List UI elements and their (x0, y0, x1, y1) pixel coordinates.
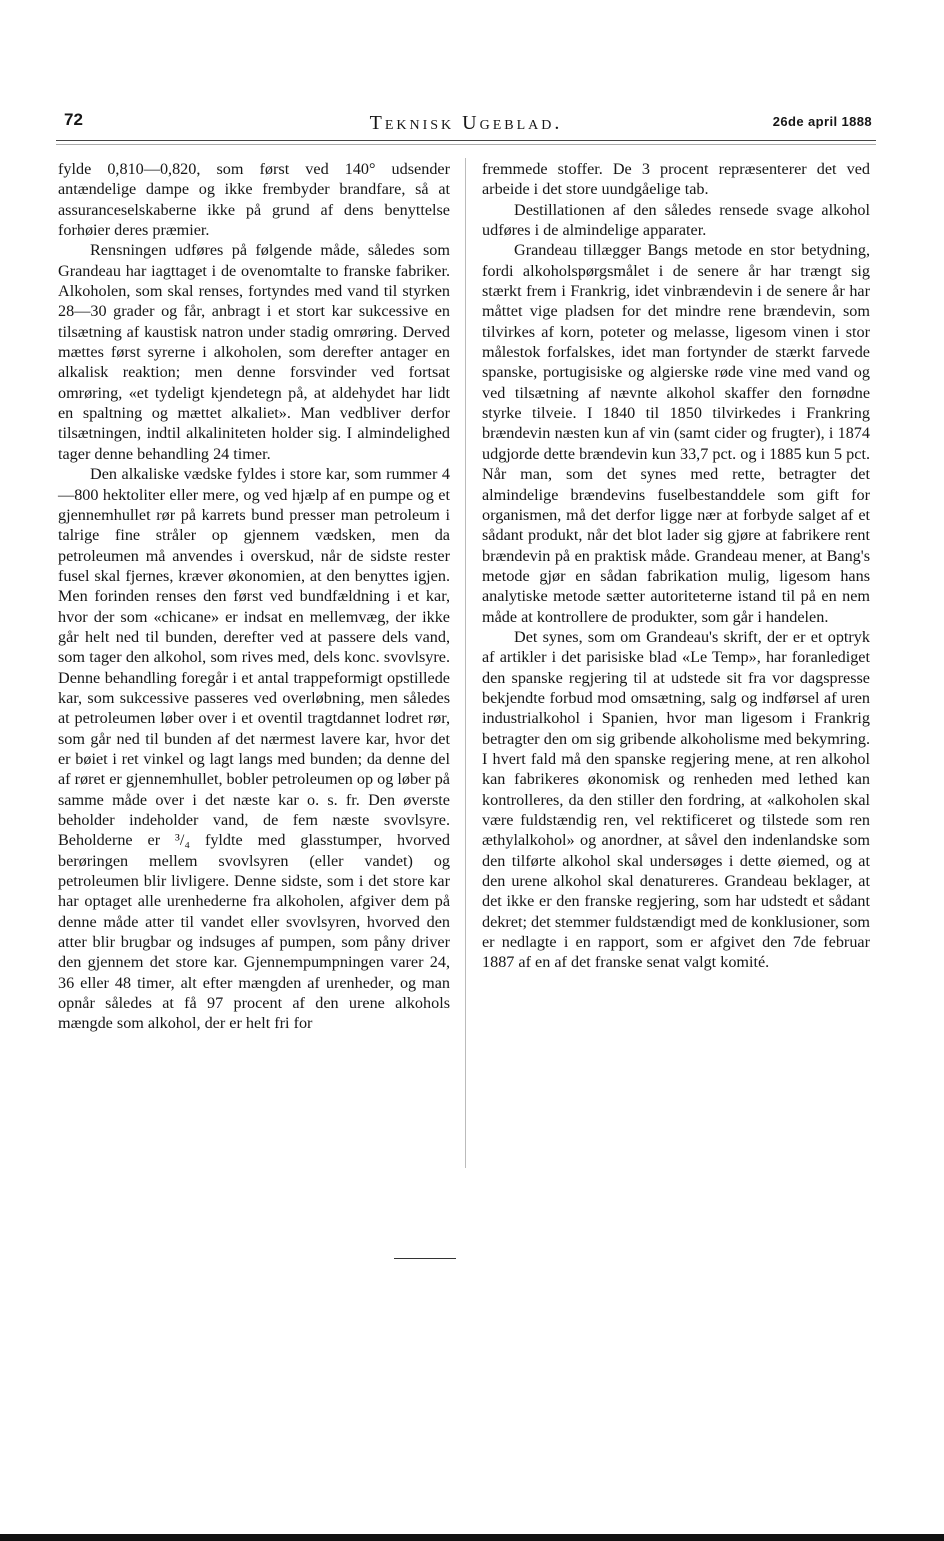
paragraph: Det synes, som om Grandeau's skrift, der er et optryk af artikler i det parisiske blad «Le Temp», har foranlediget den spanske regjering til at udstede sit fra vor dagspresse bekjendte forbud mod omsætning, salg og indførsel af uren industrialkohol i Spanien, hvor man ligesom i Frankrig betragter den om sig gribende alkoholisme med bekymring. I hvert fald må den spanske regjering mene, at ren alkohol kan fabrikeres økonomisk og renheden med lethed kan kontrolleres, da den stiller den fordring, at «alkoholen skal være fuldstændig ren, vel rektificeret og tilstede som ren æthylalkohol» og anordner, at såvel den indenlandske som den tilførte alkohol skal undersøges i dette øiemed, og at den urene alkohol skal denatureres. Grandeau beklager, at det ikke er den franske regjering, som har udstedt et sådant dekret; det stemmer fuldstændigt med de konklusioner, som er nedlagte i en rapport, som er afgivet den 7de februar 1887 af en af det franske senat valgt komité. (482, 627, 870, 972)
header-rule-secondary (56, 144, 876, 145)
paragraph: Grandeau tillægger Bangs metode en stor betydning, fordi alkoholspørgsmålet i de senere år har trængt sig stærkt frem i Frankrig, idet vinbrændevin i de senere år har måttet vige pladsen for det mindre rene brændevin, som tilvirkes af korn, poteter og melasse, ligesom vinen i stor målestok forfalskes, idet man fortynder de stærkt farvede spanske, portugisiske og algierske røde vine med vand og ved tilsætning af nævnte alkohol skaffer den fornødne styrke tilveie. I 1840 til 1850 tilvirkedes i Frankring brændevin næsten kun af vin (samt cider og frugter), i 1874 udgjorde dette brændevin kun 33,7 pct. og i 1885 kun 5 pct. Når man, som det synes med rette, betragter det almindelige brændevins fuselbestanddele som gift for organismen, må det derfor ligge nær at forbyde salget af et sådant produkt, når det blot lader sig gjøre at fabrikere rent brændevin på en praktisk måde. Grandeau mener, at Bang's metode gjør en sådan fabrikation mulig, ligesom hans analytiske metode sætter autoriteterne istand til på en nem måde at kontrollere de produkter, som går i handelen. (482, 241, 870, 626)
journal-title: Teknisk Ugeblad. (369, 112, 563, 134)
left-column (58, 159, 450, 1034)
scan-edge-bar (0, 1534, 944, 1541)
column-divider (465, 158, 466, 1168)
issue-date: 26de april 1888 (772, 114, 872, 129)
paragraph: Rensningen udføres på følgende måde, således som Grandeau har iagttaget i de ovenomtalte to franske fabriker. Alkoholen, som skal renses, fortyndes med vand til styrken 28—30 grader og får, anbragt i et stort kar sukcessive en tilsætning af kaustisk natron under stadig omrøring. Derved mættes først syrerne i alkoholen, som derefter antager en alkalisk reaktion; men denne forsvinder ved fortsat omrøring, «et tydeligt kjendetegn på, at aldehydet har lidt en spaltning og mættet alkaliet». Man vedbliver derfor tilsætningen, indtil alkaliniteten holder sig. I almindelighed tager denne behandling 24 timer. (58, 241, 450, 463)
page-number: 72 (64, 110, 83, 129)
paragraph: fylde 0,810—0,820, som først ved 140° udsender antændelige dampe og ikke frembyder brandfare, så at assuranceselskaberne ikke på grund af dens benyttelse forhøier deres præmier. (58, 160, 450, 240)
header-rule (56, 140, 876, 141)
right-column (482, 159, 870, 973)
article-end-rule (394, 1258, 456, 1259)
paragraph: Den alkaliske vædske fyldes i store kar, som rummer 4—800 hektoliter eller mere, og ved hjælp af en pumpe og et gjennemhullet rør på karrets bund presser man petroleum i talrige fine stråler op gjennem vædsken, men da petroleumen må anvendes i overskud, når de sidste rester fusel skal fjernes, kræver økonomien, at den benyttes igjen. Men forinden renses den først ved bundfældning i et kar, hvor der som «chicane» er indsat en mellemvæg, der ikke går helt ned til bunden, derefter ved at passere dels vand, som tager den alkohol, som rives med, dels konc. svovlsyre. Denne behandling foregår i et antal trappeformigt opstillede kar, som sukcessive passeres ved overløbning, men således at petroleumen løber over i et oventil tragtdannet lodret rør, som går ned til bunden af det nærmest lavere kar, hvor det er bøiet i ret vinkel og lagt langs med bunden; da denne del af røret er gjennemhullet, bobler petroleumen op og løber på samme måde over i det næste kar o. s. fr. Den øverste beholder indeholder vand, de fem næste svovlsyre. Beholderne er ³/₄ fyldte med glasstumper, hvorved berøringen mellem svovlsyren (eller vandet) og petroleumen blir livligere. Denne sidste, som i det store kar har optaget alle urenhederne fra alkoholen, afgiver dem på denne måde atter til vandet eller svovlsyren, hvorved den atter blir brugbar og indsuges af pumpen, som påny driver den gjennem det store kar. Gjennempumpningen varer 24, 36 eller 48 timer, alt efter mængden af urenheder, og man opnår således at få 97 procent af den urene alkohols mængde som alkohol, der er helt fri for (58, 465, 450, 1033)
paragraph: Destillationen af den således rensede svage alkohol udføres i de almindelige apparater. (482, 200, 870, 240)
page-header (56, 106, 876, 136)
paragraph: fremmede stoffer. De 3 procent repræsenterer det ved arbeide i det store uundgåelige tab. (482, 160, 870, 199)
